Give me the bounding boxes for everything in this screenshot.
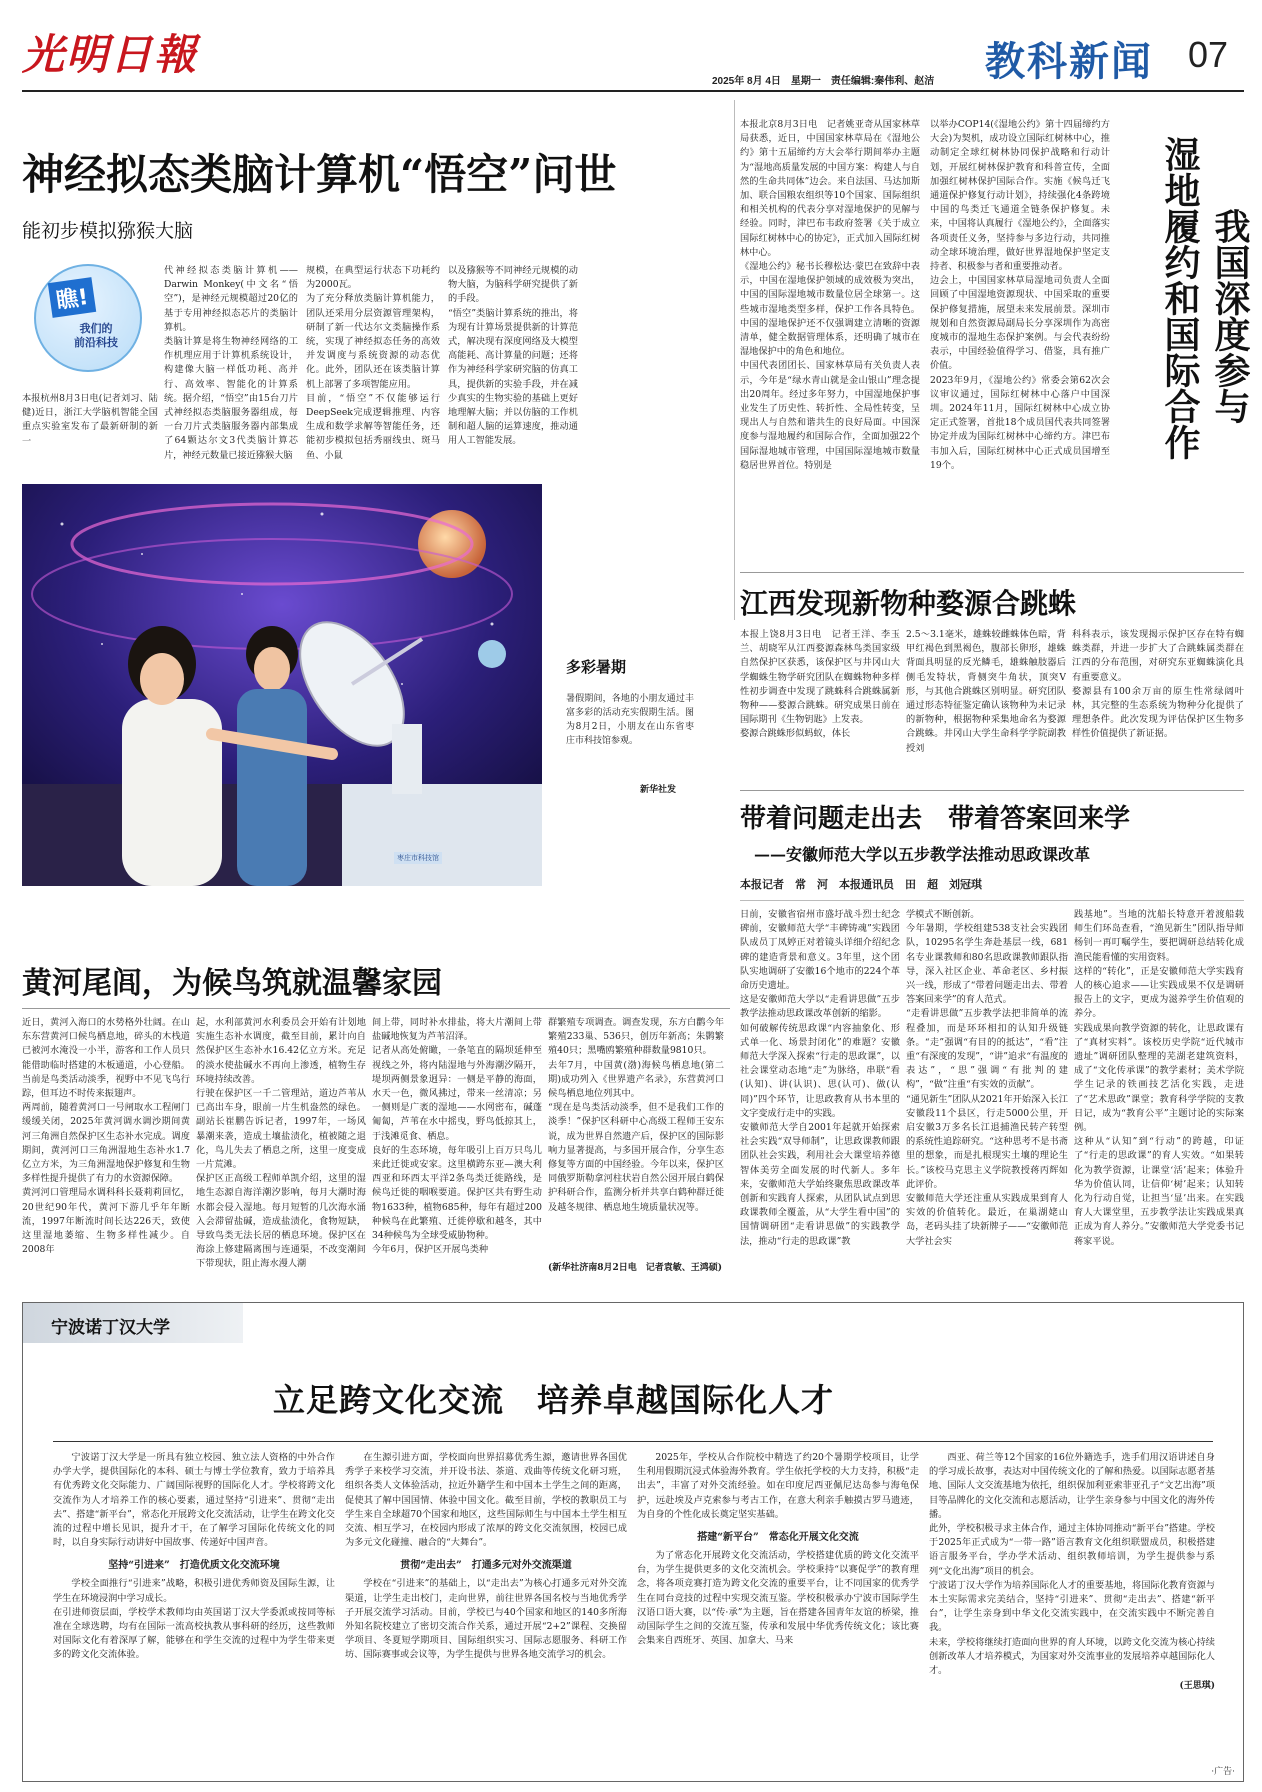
ad-col-1: 宁波诺丁汉大学是一所具有独立校园、独立法人资格的中外合作办学大学，提供国际化的本科、硕士与博士学位教育，致力于培养具有优秀跨文化交际能力、广阔国际视野的国际化人才。学校将跨文化交流作为人才培养工作的核心要素，通过坚持“引进来”、贯彻“走出去”、搭建“新平台”，常态化开展跨文化交流活动，让学生在跨文化交流的过程中增长见识，提升才干，在了解学习国际化传统文化的同时，以自身实际行动讲好中国故事、传递好中国声音。 — [53, 1452, 335, 1549]
ad-col-2: 在生源引进方面，学校面向世界招募优秀生源，邀请世界各国优秀学子来校学习交流，并开设书法、茶道、戏曲等传统文化研习班，组织各类人文体验活动，拉近外籍学生和中国本土学生之间的距离，促使其了解中国国情、体验中国文化。截至目前，学校的教职员工与学生来自全球超70个国家和地区，这些国际师生与中国本土学生相互交流、相互学习，在校园内形成了浓厚的跨文化交流氛围，校园已成为多元文化碰撞、融合的“大舞台”。 — [345, 1452, 627, 1549]
photo-credit: 新华社发 — [640, 785, 677, 795]
ad-headline-rule — [53, 1441, 1213, 1442]
spider-rule — [740, 572, 1244, 573]
anhui-col-1: 日前，安徽省宿州市盛圩战斗烈士纪念碑前，安徽师范大学“丰碑铸魂”实践团队成员丁凤婷正对着镜头详细介绍纪念碑的建造背景和意义。3年里，这个团队实地调研了安徽16个地市的224个革命历史遗址。 这是安徽师范大学以“走看讲思做”五步教学法推动思政课改革创新的缩影。 如何破解传统思政课“内容抽象化、形式单一化、场景封闭化”的难题？安徽师范大学深入探索“行走的思政课”，以社会课堂动态地“走”为脉络，串联“看(认知)、讲(认识)、思(认可)、做(认同)”四个环节，让思政教育从书本里的文字变成行走中的实践。 安徽师范大学自2001年起就开始探索社会实践“双导师制”，让思政课教师跟团队社会实践，利用社会大课堂培养德智体美劳全面发展的时代新人。多年来，安徽师范大学始终聚焦思政课改革创新和实践育人探索，从团队试点到思政课教师全覆盖，从“大学生看中国”的国情调研团“走看讲思做”的实践教学法，推动“行走的思政课”教 — [740, 909, 900, 1247]
yellow-col-1: 近日，黄河入海口的水势格外壮阔。在山东东营黄河口候鸟栖息地，碎头的木栈道已被河水淹没一小半，游客和工作人员只能借助临时搭建的木板通道，小心登船。当前是鸟类活动淡季，视野中不见飞鸟行踪，但耳边不时传来振翅声。 两周前，随着黄河口一号闸取水工程闸门缓缓关闭，2025年黄河调水调沙期间黄河三角洲自然保护区生态补水完成。调度期间，黄河河口三角洲湿地生态补水1.7亿立方米，为三角洲湿地保护修复和生物多样性提升提供了有力的水资源保障。 黄河河口管理局水调科科长聂莉莉回忆，20世纪90年代，黄河下游几乎年年断流，1997年断流时间长达226天，致使这里湿地萎缩、生物多样性减少。自2008年 — [22, 1017, 190, 1256]
yellow-col-2: 起，水利部黄河水利委员会开始有计划地实施生态补水调度，截至目前，累计向自然保护区生态补水16.42亿立方米。充足的淡水使盐碱水不再向上渗透，植物生存环境持续改善。 行驶在保护区一千二管理站，道边芦苇从已高出车身，眼前一片生机盎然的绿色。副站长崔鹏告诉记者，1997年，一场风暴潮来袭，造成土壤盐渍化，植被随之退化，鸟儿失去了栖息之所，这里一度变成一片荒滩。 保护区正高级工程师单凯介绍，这里的湿地生态源自海洋潮汐影响，每月大潮时海水都会侵入湿地。每月短暂的几次海水涌入会滞留盐碱，造成盐渍化，食物短缺，导致鸟类无法长居的栖息环境。保护区在海涂上修建隔离围与连通渠，不改变潮间下带现状，阻止海水漫人潮 — [196, 1017, 366, 1270]
brain-subhead: 能初步模拟猕猴大脑 — [22, 220, 194, 242]
yellow-col-3: 间上带，同时补水排盐，将大片潮间上带盐碱地恢复为芦苇沼泽。 记者从高处俯瞰，一条笔直的隔坝延伸至视线之外，将内陆湿地与外海潮汐隔开，堤坝两侧景象迥异：一侧是平静的海面，水天一色，微风拂过，带来一丝清凉；另一侧则是广袤的湿地——水网密布，碱蓬匍匐，芦苇在水中摇曳，野鸟低掠其上，于浅滩觅食、栖息。 良好的生态环境，每年吸引上百万只鸟儿来此迁徙或安家。这里横跨东亚—澳大利西亚和环西太平洋2条鸟类迁徙路线，是候鸟迁徙的咽喉要道。保护区共有野生动物1633种，植物685种，每年有超过200种候鸟在此繁殖、迁徙停歇和越冬，其中34种候鸟为全球受威胁物种。 今年6月，保护区开展鸟类种 — [372, 1017, 542, 1256]
section-title: 教科新闻 — [985, 38, 1153, 85]
anhui-col-3: 践基地”。当地的沈船长特意开着渡船载师生们环岛查看，“渔见新生”团队指导师杨钊一再叮嘱学生，要把调研总结转化成渔民能看懂的实用资料。 这样的“转化”，正是安徽师范大学实践育人的核心追求——让实践成果不仅是调研报告上的文字，更成为滋养学生价值观的养分。 实践成果向教学资源的转化，让思政课有了“真材实料”。该校历史学院“近代城市遗址”调研团队整理的芜湖老建筑资料，成了“文化传承课”的教学素材；美术学院学生记录的铁画技艺活化实践，走进了“艺术思政”课堂；教育科学学院的支教日记，成为“教育公平”主题讨论的实际案例。 这种从“认知”到“行动”的跨越，印证了“行走的思政课”的育人实效。“如果转化为教学资源，让课堂‘活’起来；体验升华为价值认同，让信仰‘树’起来；认知转化为行动自觉，让担当‘显’出来。在实践育人大课堂里，五步教学法让实践成果真正成为育人养分。”安徽师范大学党委书记蒋家平说。 — [1074, 909, 1244, 1247]
brain-col-4: 以及猕猴等不同神经元规模的动物大脑，为脑科学研究提供了新的手段。 “悟空”类脑计算系统的推出，将为现有计算场景提供新的计算范式，解决现有深度网络及大模型高能耗、高计算量的问题；还将作为神经科学家研究脑的仿真工具，提供新的实验手段，并在减少真实的生物实验的基础上更好地理解大脑；并以仿脑的工作机制和超人脑的运算速度，推动通用人工智能发展。 — [448, 265, 578, 447]
ad-col-2-subhead: 贯彻“走出去” 打通多元对外交流渠道 — [400, 1560, 572, 1572]
yellow-col-4: 群繁殖专项调查。调查发现，东方白鹳今年繁殖233巢、536只，创历年新高；朱鹮繁殖40只；黑嘴鸥繁殖种群数量9810只。 去年7月，中国黄(渤)海候鸟栖息地(第二期)成功列入《世界遗产名录》，东营黄河口候鸟栖息地位列其中。 “现在是鸟类活动淡季，但不是我们工作的淡季！”保护区科研中心高级工程师王安东说，成为世界自然遗产后，保护区的国际影响力显著提高，与多国开展合作，分享生态修复等方面的中国经验。今年以来，保护区同俄罗斯勒拿河柱状岩自然公园开展白鹤保护科研合作，监测分析并共享白鹤种群迁徙及越冬规律、栖息地生境质量状况等。 — [548, 1017, 724, 1213]
spider-headline: 江西发现新物种婺源合跳蛛 — [740, 587, 1077, 620]
ad-school-name: 宁波诺丁汉大学 — [51, 1318, 170, 1338]
photo-screen-text: 枣庄市科技馆 — [394, 852, 442, 864]
spider-col-2: 2.5～3.1毫米，雄蛛较雌蛛体色暗，背甲红褐色到黑褐色，腹部长卵形，雄蛛背面具明显的反光鳞毛，雄蛛触肢器后侧毛发特状，背侧突牛角状，顶突V形，与其他合跳蛛区别明显。研究团队通过形态特征鉴定确认该物种为未记录的新物种，根据物种采集地命名为婺源合跳蛛。井冈山大学生命科学学院副教授刘 — [906, 629, 1066, 754]
spider-col-3: 科科表示，该发现揭示保护区存在特有蜘蛛类群，并进一步扩大了合跳蛛属类群在江西的分布范围，对研究东亚蜘蛛演化具有重要意义。 婺源县有100余万亩的原生性常绿阔叶林，其完整的生态系统为物种分化提供了理想条件。此次发现为评估保护区生物多样性价值提供了新证据。 — [1072, 629, 1244, 740]
ad-col-4-wrap — [929, 1451, 1215, 1769]
yellow-rule — [22, 1008, 730, 1009]
ad-col-2b: 学校在“引进来”的基础上，以“走出去”为核心打通多元对外交流渠道，让学生走出校门，走向世界，前往世界各国名校与当地优秀学子开展交流学习活动。目前，学校已与40个国家和地区的140多所海外知名院校建立了密切交流合作关系，通过开展“2+2”课程、交换留学项目、冬夏短学期项目、国际组织实习、国际志愿服务、科研工作坊、国际赛事或会议等，为学生提供与世界各地交流学习的机会。 — [345, 1578, 627, 1661]
ad-col-3b: 为了常态化开展跨文化交流活动，学校搭建优质的跨文化交流平台，为学生提供更多的文化交流机会。学校秉持“以赛促学”的教育理念，将各项竞赛打造为跨文化交流的重要平台，让不同国家的优秀学生在同台竞技的过程中实现交流互鉴。学校积极承办宁波市国际学生汉语口语大赛，以“传·承”为主题，旨在搭建各国青年友谊的桥梁，推动国际学生之间的交流互鉴，传承和发展中华优秀传统文化；该比赛会集来自西班牙、英国、加拿大、马来 — [637, 1550, 919, 1647]
brain-col-3: 规模，在典型运行状态下功耗约为2000瓦。 为了充分释放类脑计算机能力，团队还采用分层资源管理架构，研制了新一代达尔文类脑操作系统，实现了神经拟态任务的高效并发调度与系统资源的动态优化。此外，团队还在该类脑计算机上部署了多项智能应用。 目前，“悟空”不仅能够运行DeepSeek完成逻辑推理、内容生成和数学求解等智能任务，还能初步模拟包括秀丽线虫、斑马鱼、小鼠 — [306, 265, 440, 461]
frontier-badge — [34, 264, 142, 372]
brain-article — [0, 96, 730, 476]
page-number: 07 — [1188, 34, 1229, 75]
ad-col-3-subhead: 搭建“新平台” 常态化开展文化交流 — [697, 1532, 859, 1544]
anhui-subhead: ——安徽师范大学以五步教学法推动思政课改革 — [754, 845, 1091, 864]
ad-footer-label: ·广告· — [1211, 1767, 1235, 1777]
badge-small-text: 我们的 前沿科技 — [74, 322, 118, 349]
yellow-headline: 黄河尾闾，为候鸟筑就温馨家园 — [22, 966, 442, 1001]
news-photo — [22, 484, 542, 886]
brain-col-2: 代神经拟态类脑计算机——Darwin Monkey(中文名“悟空”)，是神经元规模超过20亿的基于专用神经拟态芯片的类脑计算机。 类脑计算是将生物神经网络的工作机理应用于计算机系统设计，构建像大脑一样低功耗、高并行、高效率、智能化的计算系统。据介绍，“悟空”由15台刀片式神经拟态类脑服务器组成，每一台刀片式类脑服务器内部集成了64颗达尔文3代类脑计算芯片，神经元数量已接近猕猴大脑 — [164, 265, 298, 461]
wetland-headline-part2: 湿地履约和国际合作 — [1159, 136, 1201, 460]
brain-col-1: 本报杭州8月3日电(记者刘习、陆健)近日，浙江大学脑机智能全国重点实验室发布了最新研制的新一 — [22, 393, 158, 447]
wetland-headline-part1: 我国深度参与 — [1209, 208, 1251, 424]
paper-logo: 光明日報 — [22, 30, 199, 79]
ad-col-1b: 学校全面推行“引进来”战略，积极引进优秀师资及国际生源，让学生在环境浸润中学习成长。 在引进师资层面，学校学术教师均由英国诺丁汉大学委派或按同等标准在全球选聘，均有在国际一流高校执教从事科研的经历，这些教师对国际文化有着深厚了解，能够在和学生交流的过程中为学生带来更多的跨文化交流体验。 — [53, 1578, 335, 1661]
ad-headline: 立足跨文化交流 培养卓越国际化人才 — [273, 1381, 835, 1419]
masthead-rule — [22, 90, 1244, 92]
anhui-headline: 带着问题走出去 带着答案回来学 — [740, 804, 1131, 834]
yellow-credit: (新华社济南8月2日电 记者袁敏、王鸿硕) — [548, 1263, 723, 1273]
ad-col-3: 2025年，学校从合作院校中精选了约20个暑期学校项目，让学生利用假期沉浸式体验海外教育。学生依托学校的大力支持，积极“走出去”，丰富了对外交流经验。如在印度尼西亚佩尼达岛参与海龟保护，远赴埃及卢克索参与考古工作，在意大利亲手触摸古罗马遗迹，为自身的个性化成长奠定坚实基础。 — [637, 1452, 919, 1520]
ad-col-4: 西亚、荷兰等12个国家的16位外籍选手，选手们用汉语讲述自身的学习成长故事，表达对中国传统文化的了解和热爱。以国际志愿者基地、国际人文交流基地为依托，组织保加利亚索菲亚孔子“文艺出海”项目等品牌化的文化交流和志愿活动，让学生亲身参与中国文化的海外传播。 此外，学校积极寻求主体合作，通过主体协同推动“新平台”搭建。学校于2025年正式成为“一带一路”语言教育文化组织联盟成员，积极搭建语言服务平台，学办学术活动、组织教师培训，为学生提供参与系列“文化出海”项目的机会。 宁波诺丁汉大学作为培养国际化人才的重要基地，将国际化教育资源与本土实际需求完美结合，坚持“引进来”、贯彻“走出去”、搭建“新平台”，让学生亲身到中华文化交流实践中，在交流实践中不断完善自我。 未来，学校将继续打造面向世界的育人环境，以跨文化交流为核心持续创新改革人才培养模式，为国家对外交流事业的发展培养卓越国际化人才。 — [929, 1452, 1215, 1677]
wetland-col-2: 以举办COP14(《湿地公约》第十四届缔约方大会)为契机，成功设立国际红树林中心，推动制定全球红树林协同保护战略和行动计划，开展红树林保护教育和科普宣传，全面加强红树林保护国际合作。实施《候鸟迁飞通道保护修复行动计划》，持续强化4条跨境中国的鸟类迁飞通道全链条保护修复。未来，中国将认真履行《湿地公约》，全面落实各项责任义务，坚持参与多边行动，共同推动全球环境治理，做好世界湿地保护坚定支持者、积极参与者和重要推动者。 边会上，中国国家林草局湿地司负责人全面回顾了中国湿地资源现状、中国采取的重要保护修复措施，展望未来发展前景。深圳市规划和自然资源局副局长分享深圳作为高密度城市的湿地生态保护案例。与会代表纷纷表示，中国经验值得学习、借鉴，具有推广价值。 2023年9月，《湿地公约》常委会第62次会议审议通过，国际红树林中心落户中国深圳。2024年11月，国际红树林中心成立协定正式签署，首批18个成员国代表共同签署协定并成为国际红树林中心缔约方。津巴布韦加入后，国际红树林中心正式成员国增至19个。 — [930, 119, 1110, 471]
spider-col-1: 本报上饶8月3日电 记者王洋、李玉兰、胡晓军从江西婺源森林鸟类国家级自然保护区获悉，该保护区与井冈山大学蜘蛛生物学研究团队在蜘蛛物种多样性初步调查中发现了跳蛛科合跳蛛属新物种——婺源合跳蛛。研究成果日前在国际期刊《生物钥匙》上发表。 婺源合跳蛛形似蚂蚁，体长 — [740, 629, 900, 740]
anhui-byline-rule — [740, 900, 1244, 901]
masthead — [0, 0, 1262, 96]
photo-tag: 多彩暑期 — [566, 658, 627, 676]
ad-col-1-wrap — [53, 1451, 335, 1769]
badge-big-text: 瞧! — [48, 277, 96, 318]
photo-caption: 暑假期间，各地的小朋友通过丰富多彩的活动充实假期生活。图为8月2日，小朋友在山东省枣庄市科技馆参观。 — [566, 694, 694, 746]
ad-school-tab — [23, 1303, 243, 1343]
brain-headline: 神经拟态类脑计算机“悟空”问世 — [22, 150, 617, 199]
wetland-col-1: 本报北京8月3日电 记者姚亚奇从国家林草局获悉，近日，中国国家林草局在《湿地公约》第十五届缔约方大会举行期间举办主题为“湿地高质量发展的中国方案：构建人与自然的生命共同体”边会。来自法国、马达加斯加、联合国粮农组织等10个国家、国际组织和相关机构的代表分享对湿地保护的见解与经验。同时，津巴布韦政府签署《关于成立国际红树林中心的协定》，正式加入国际红树林中心。 《湿地公约》秘书长穆松达·蒙巴在致辞中表示，中国在湿地保护领域的成效极为突出，中国的国际湿地城市数量位居全球第一。这些城市湿地类型多样，保护工作各具特色。中国的湿地保护还不仅强调建立清晰的资源清单，健全数据管理体系，还明确了城市在湿地保护中的角色和地位。 中国代表团团长、国家林草局有关负责人表示，今年是“绿水青山就是金山银山”理念提出20周年。经过多年努力，中国湿地保护事业发生了历史性、转折性、全局性转变，呈现出人与自然和谐共生的良好局面。中国深度参与湿地履约和国际合作，全面加强22个国际湿地城市管理，中国国际湿地城市数量稳居世界首位。特别是 — [740, 119, 920, 471]
ad-col-1-subhead: 坚持“引进来” 打造优质文化交流环境 — [108, 1560, 280, 1572]
anhui-byline: 本报记者 常 河 本报通讯员 田 超 刘冠琪 — [740, 878, 982, 891]
date-line: 2025年 8月 4日 星期一 责任编辑:秦伟利、赵洁 — [712, 76, 935, 87]
planetarium-photo — [22, 484, 542, 886]
ad-section — [22, 1302, 1244, 1782]
ad-col-3-wrap — [637, 1451, 919, 1769]
wetland-article — [740, 96, 1250, 596]
anhui-rule — [740, 790, 1244, 791]
anhui-col-2: 学模式不断创新。 今年暑期，学校组建538支社会实践团队，10295名学生奔赴基层一线，681名专业课教师和80名思政课教师跟队指导，深入社区企业、革命老区、乡村振兴一线，形成了“带着问题走出去、带着答案回来学”的育人范式。 “走看讲思做”五步教学法把非简单的流程叠加，而是环环相扣的认知升级链条。“走”强调“有目的的抵达”，“看”注重“有深度的发现”，“讲”追求“有温度的表达”，“思”强调“有批判的建构”，“做”注重“有实效的贡献”。 “通见新生”团队从2021年开始深入长江安徽段11个县区，行走5000公里，开启安徽3万多名长江退捕渔民转产转型的系统性追踪研究。“这种思考不是书斋里的想象，而是扎根现实土壤的理论生长。”该校马克思主义学院教授蒋丙辉如此评价。 安徽师范大学还注重从实践成果到育人实效的价值转化。最近，在巢湖姥山岛，老码头挂了块新牌子——“安徽师范大学社会实 — [906, 909, 1068, 1247]
ad-credit: (王思琪) — [1179, 1681, 1215, 1692]
column-divider — [734, 100, 735, 620]
ad-col-2-wrap — [345, 1451, 627, 1769]
